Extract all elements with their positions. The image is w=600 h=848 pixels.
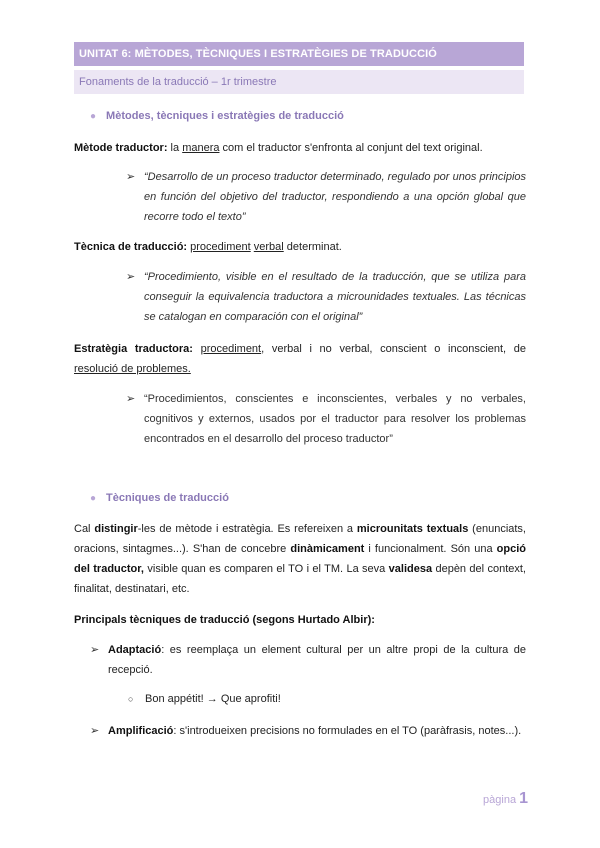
arrow-bullet-icon: ➢ [126, 171, 136, 183]
metode-definition: Mètode traductor: la manera com el traductor s'enfronta al conjunt del text original. [74, 142, 483, 154]
bullet-dot-icon: ● [90, 111, 97, 122]
tecnica-definition: Tècnica de traducció: procediment verbal determinat. [74, 241, 342, 253]
principals-heading: Principals tècniques de traducció (segons Hurtado Albir): [74, 614, 375, 626]
metode-quote: “Desarrollo de un proceso traductor determinado, regulado por unos principios en función del objetivo del traductor, respondiendo a una opción global que recorre todo el texto” [144, 171, 526, 223]
estrategia-definition: Estratègia traductora: procediment, verbal i no verbal, conscient o inconscient, de resolució de problemes. [74, 343, 526, 375]
section-heading-metodes: ● Mètodes, tècniques i estratègies de traducció [90, 110, 344, 122]
unit-title-bar: UNITAT 6: MÈTODES, TÈCNIQUES I ESTRATÈGIES DE TRADUCCIÓ [74, 42, 524, 66]
circle-bullet-icon: ○ [128, 694, 134, 704]
tecnica-quote: “Procedimiento, visible en el resultado de la traducción, que se utiliza para conseguir la equivalencia traductora a microunidades textuales. Las técnicas se catalogan en comparación con el original” [144, 271, 526, 323]
list-item-adaptacio: Adaptació: es reemplaça un element cultural per un altre propi de la cultura de recepció. [108, 644, 526, 676]
arrow-bullet-icon: ➢ [90, 725, 100, 737]
tecniques-intro-paragraph: Cal distingir-les de mètode i estratègia. Es refereixen a microunitats textuals (enunciats, oracions, sintagmes...). S'han de concebre dinàmicament i funcionalment. Són una opció del traductor, visible quan es comparen el TO i el TM. La seva validesa depèn del context, finalitat, destinatari, etc. [74, 523, 526, 595]
adaptacio-example: Bon appétit! → Que aprofiti! [145, 693, 281, 705]
arrow-bullet-icon: ➢ [126, 271, 136, 283]
course-subtitle-bar: Fonaments de la traducció – 1r trimestre [74, 70, 524, 94]
section-heading-tecniques: ● Tècniques de traducció [90, 492, 229, 504]
page-number: pàgina 1 [483, 790, 528, 807]
list-item-amplificacio: Amplificació: s'introdueixen precisions no formulades en el TO (paràfrasis, notes...). [108, 725, 522, 737]
arrow-bullet-icon: ➢ [90, 644, 100, 656]
bullet-dot-icon: ● [90, 493, 97, 504]
estrategia-quote: “Procedimientos, conscientes e inconscientes, verbales y no verbales, cognitivos y externos, usados por el traductor para resolver los problemas encontrados en el desarrollo del proceso traductor” [144, 393, 526, 445]
arrow-bullet-icon: ➢ [126, 393, 136, 405]
